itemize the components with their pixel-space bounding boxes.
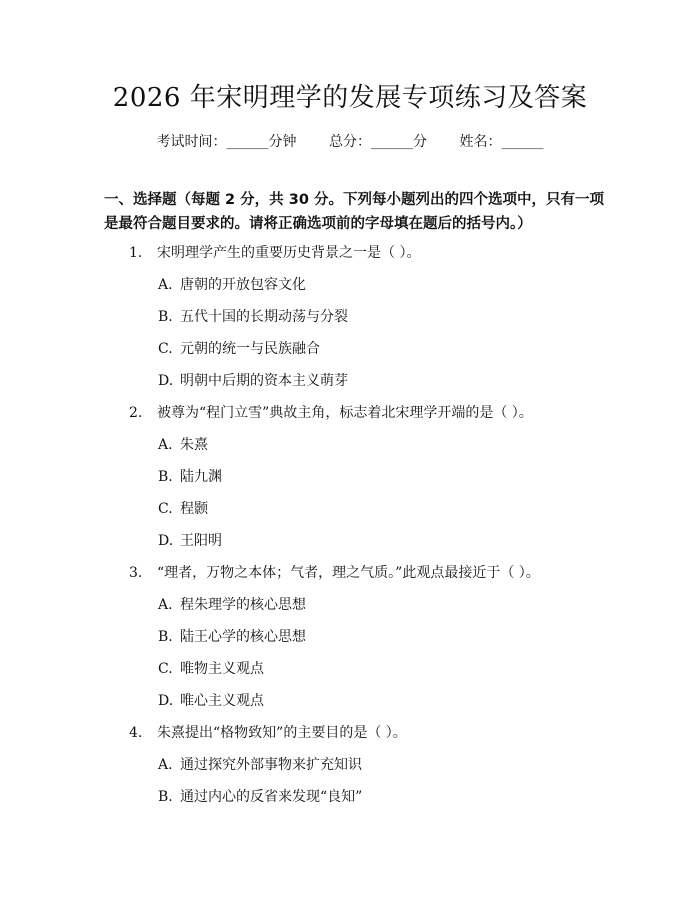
question-3 [129, 563, 609, 583]
option-letter: B. [158, 789, 173, 805]
option-1b [158, 307, 598, 327]
option-2a [158, 435, 598, 455]
page-title: 2026 年宋明理学的发展专项练习及答案 [112, 83, 588, 113]
option-text: 五代十国的长期动荡与分裂 [180, 309, 348, 325]
option-letter: A. [158, 757, 173, 773]
option-1c [158, 339, 598, 359]
option-text: 陆王心学的核心思想 [180, 629, 306, 645]
section-heading: 一、选择题（每题 2 分，共 30 分。下列每小题列出的四个选项中，只有一项是最符合题目要求的。请将正确选项前的字母填在题后的括号内。） [104, 192, 604, 232]
option-3c [158, 659, 598, 679]
student-name-field: 姓名：______ [459, 134, 544, 150]
option-text: 陆九渊 [180, 469, 222, 485]
question-text: 被尊为“程门立雪”典故主角，标志着北宋理学开端的是（ ）。 [157, 405, 533, 421]
option-letter: B. [158, 629, 173, 645]
option-text: 程朱理学的核心思想 [180, 597, 306, 613]
question-number: 2. [129, 405, 143, 421]
question-number: 1. [129, 245, 143, 261]
option-text: 明朝中后期的资本主义萌芽 [180, 373, 348, 389]
option-text: 唯物主义观点 [180, 661, 264, 677]
option-letter: D. [158, 693, 174, 709]
option-1d [158, 371, 598, 391]
option-text: 唯心主义观点 [180, 693, 264, 709]
option-text: 通过探究外部事物来扩充知识 [180, 757, 362, 773]
option-letter: C. [158, 341, 173, 357]
question-number: 4. [129, 725, 143, 741]
question-text: “理者，万物之本体；气者，理之气质。”此观点最接近于（ ）。 [157, 565, 540, 581]
question-number: 3. [129, 565, 143, 581]
option-letter: B. [158, 469, 173, 485]
question-text: 朱熹提出“格物致知”的主要目的是（ ）。 [157, 725, 407, 741]
option-text: 程颢 [180, 501, 208, 517]
option-3d [158, 691, 598, 711]
option-letter: C. [158, 661, 173, 677]
question-1 [129, 243, 609, 263]
option-letter: C. [158, 501, 173, 517]
option-letter: A. [158, 277, 173, 293]
option-4b [158, 787, 598, 807]
option-3a [158, 595, 598, 615]
option-text: 王阳明 [180, 533, 222, 549]
question-4 [129, 723, 609, 743]
option-text: 元朝的统一与民族融合 [180, 341, 320, 357]
total-score-field: 总分：______分 [329, 134, 427, 150]
option-text: 唐朝的开放包容文化 [180, 277, 306, 293]
question-text: 宋明理学产生的重要历史背景之一是（ ）。 [157, 245, 421, 261]
option-1a [158, 275, 598, 295]
option-3b [158, 627, 598, 647]
option-2c [158, 499, 598, 519]
option-text: 通过内心的反省来发现“良知” [180, 789, 363, 805]
option-2b [158, 467, 598, 487]
option-letter: A. [158, 437, 173, 453]
option-letter: D. [158, 373, 174, 389]
option-4a [158, 755, 598, 775]
exam-time-field: 考试时间：______分钟 [156, 134, 297, 150]
exam-meta [0, 132, 700, 152]
option-letter: D. [158, 533, 174, 549]
option-text: 朱熹 [180, 437, 208, 453]
option-2d [158, 531, 598, 551]
option-letter: A. [158, 597, 173, 613]
question-2 [129, 403, 609, 423]
option-letter: B. [158, 309, 173, 325]
